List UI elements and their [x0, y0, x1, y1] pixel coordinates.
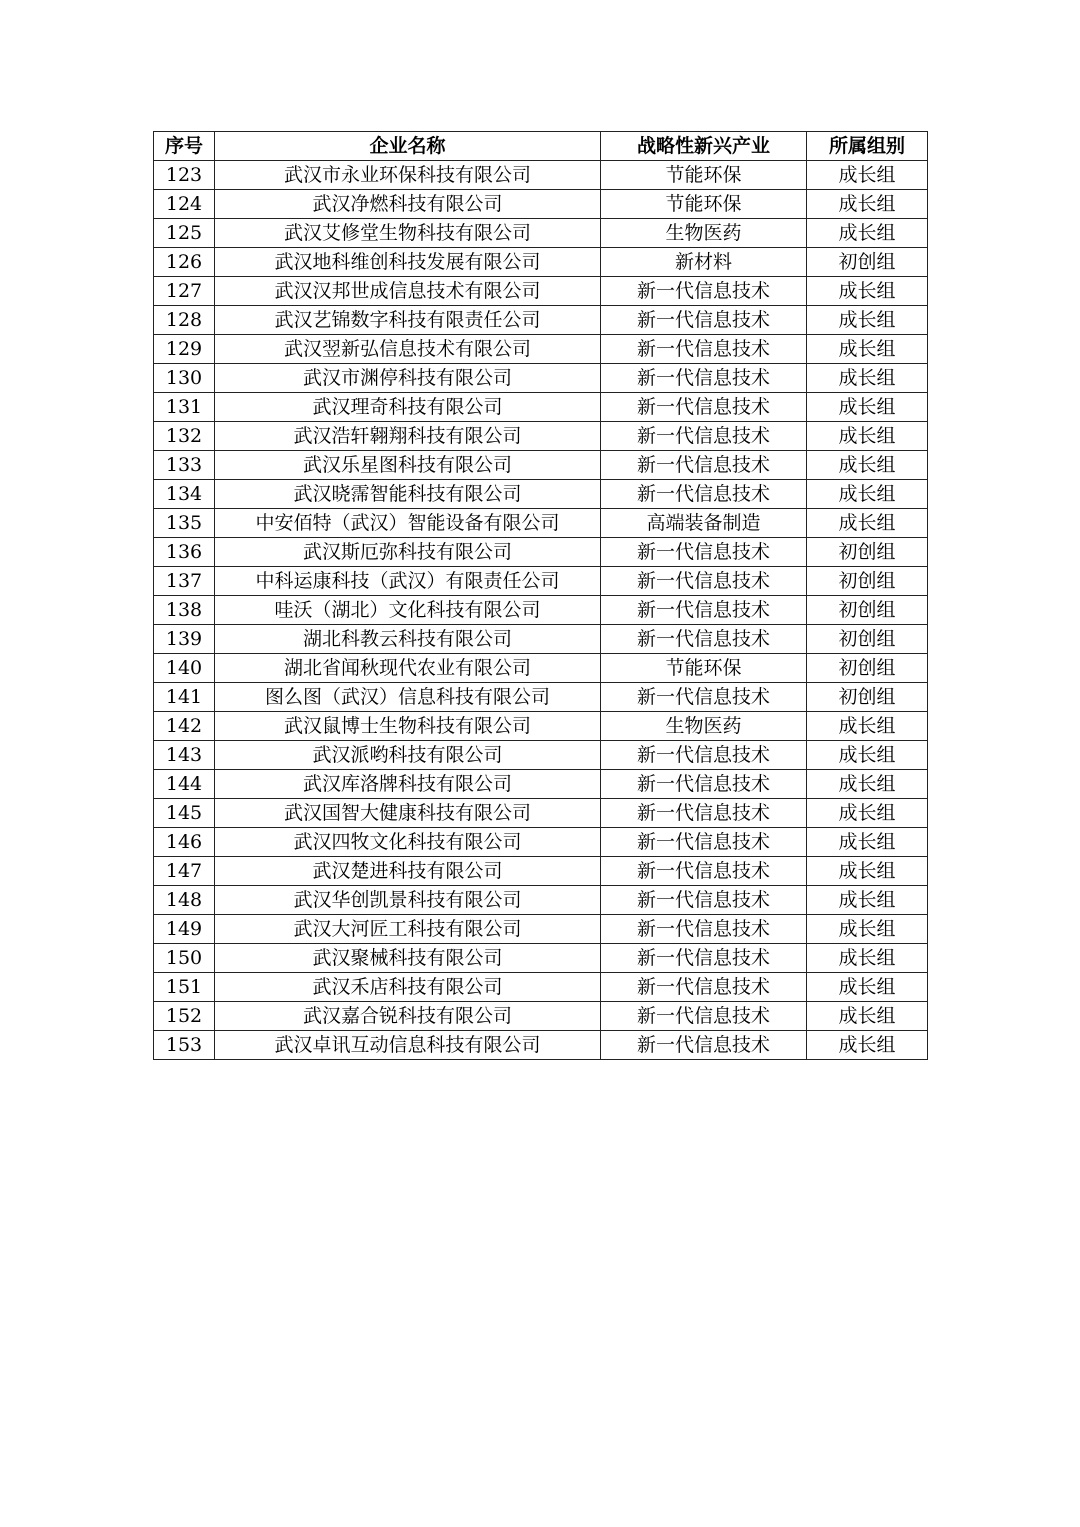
cell-strategic-industry: 新一代信息技术 [601, 799, 807, 828]
cell-strategic-industry: 新一代信息技术 [601, 567, 807, 596]
cell-serial-number: 137 [154, 567, 215, 596]
cell-group: 成长组 [807, 451, 928, 480]
cell-serial-number: 146 [154, 828, 215, 857]
cell-company-name: 武汉禾店科技有限公司 [215, 973, 601, 1002]
cell-strategic-industry: 新一代信息技术 [601, 886, 807, 915]
cell-group: 成长组 [807, 306, 928, 335]
cell-serial-number: 141 [154, 683, 215, 712]
table-body [154, 161, 928, 1060]
cell-strategic-industry: 新一代信息技术 [601, 828, 807, 857]
cell-group: 初创组 [807, 248, 928, 277]
table-row [154, 770, 928, 799]
cell-strategic-industry: 新一代信息技术 [601, 364, 807, 393]
cell-company-name: 武汉华创凯景科技有限公司 [215, 886, 601, 915]
cell-group: 成长组 [807, 364, 928, 393]
cell-company-name: 武汉艺锦数字科技有限责任公司 [215, 306, 601, 335]
cell-group: 成长组 [807, 886, 928, 915]
cell-company-name: 武汉卓讯互动信息科技有限公司 [215, 1031, 601, 1060]
cell-group: 成长组 [807, 335, 928, 364]
cell-serial-number: 152 [154, 1002, 215, 1031]
cell-strategic-industry: 新一代信息技术 [601, 306, 807, 335]
table-row [154, 915, 928, 944]
cell-group: 成长组 [807, 1031, 928, 1060]
cell-group: 成长组 [807, 770, 928, 799]
cell-group: 初创组 [807, 538, 928, 567]
header-serial-number: 序号 [154, 132, 215, 161]
table-row [154, 567, 928, 596]
cell-company-name: 哇沃（湖北）文化科技有限公司 [215, 596, 601, 625]
cell-strategic-industry: 新一代信息技术 [601, 1002, 807, 1031]
cell-serial-number: 151 [154, 973, 215, 1002]
cell-company-name: 武汉市永业环保科技有限公司 [215, 161, 601, 190]
cell-serial-number: 145 [154, 799, 215, 828]
cell-strategic-industry: 新一代信息技术 [601, 973, 807, 1002]
cell-company-name: 武汉浩轩翱翔科技有限公司 [215, 422, 601, 451]
cell-group: 成长组 [807, 944, 928, 973]
cell-strategic-industry: 新一代信息技术 [601, 538, 807, 567]
table-row [154, 973, 928, 1002]
cell-company-name: 武汉楚进科技有限公司 [215, 857, 601, 886]
table-row [154, 538, 928, 567]
table-row [154, 219, 928, 248]
cell-serial-number: 124 [154, 190, 215, 219]
cell-serial-number: 135 [154, 509, 215, 538]
cell-company-name: 武汉净燃科技有限公司 [215, 190, 601, 219]
cell-serial-number: 132 [154, 422, 215, 451]
cell-group: 成长组 [807, 857, 928, 886]
cell-company-name: 武汉聚械科技有限公司 [215, 944, 601, 973]
cell-strategic-industry: 新一代信息技术 [601, 625, 807, 654]
cell-group: 初创组 [807, 683, 928, 712]
table-row [154, 480, 928, 509]
cell-strategic-industry: 生物医药 [601, 712, 807, 741]
header-group: 所属组别 [807, 132, 928, 161]
cell-strategic-industry: 节能环保 [601, 190, 807, 219]
cell-company-name: 武汉翌新弘信息技术有限公司 [215, 335, 601, 364]
cell-company-name: 中科运康科技（武汉）有限责任公司 [215, 567, 601, 596]
cell-company-name: 武汉艾修堂生物科技有限公司 [215, 219, 601, 248]
cell-group: 成长组 [807, 393, 928, 422]
cell-company-name: 武汉鼠博士生物科技有限公司 [215, 712, 601, 741]
table-row [154, 886, 928, 915]
cell-serial-number: 130 [154, 364, 215, 393]
cell-strategic-industry: 新一代信息技术 [601, 480, 807, 509]
table-row [154, 451, 928, 480]
table-header-row [154, 132, 928, 161]
cell-strategic-industry: 新一代信息技术 [601, 422, 807, 451]
cell-group: 初创组 [807, 596, 928, 625]
cell-serial-number: 143 [154, 741, 215, 770]
cell-strategic-industry: 节能环保 [601, 161, 807, 190]
cell-group: 成长组 [807, 915, 928, 944]
header-strategic-industry: 战略性新兴产业 [601, 132, 807, 161]
cell-serial-number: 140 [154, 654, 215, 683]
cell-company-name: 武汉嘉合锐科技有限公司 [215, 1002, 601, 1031]
table-row [154, 422, 928, 451]
table-row [154, 712, 928, 741]
cell-serial-number: 153 [154, 1031, 215, 1060]
cell-group: 成长组 [807, 1002, 928, 1031]
cell-serial-number: 136 [154, 538, 215, 567]
cell-serial-number: 138 [154, 596, 215, 625]
cell-group: 成长组 [807, 741, 928, 770]
table-row [154, 683, 928, 712]
cell-serial-number: 126 [154, 248, 215, 277]
cell-strategic-industry: 新材料 [601, 248, 807, 277]
cell-company-name: 湖北科教云科技有限公司 [215, 625, 601, 654]
cell-group: 成长组 [807, 973, 928, 1002]
cell-strategic-industry: 新一代信息技术 [601, 915, 807, 944]
cell-company-name: 武汉四牧文化科技有限公司 [215, 828, 601, 857]
table-row [154, 596, 928, 625]
table-row [154, 161, 928, 190]
table-row [154, 944, 928, 973]
cell-company-name: 武汉斯厄弥科技有限公司 [215, 538, 601, 567]
cell-company-name: 武汉大河匠工科技有限公司 [215, 915, 601, 944]
table-row [154, 828, 928, 857]
cell-strategic-industry: 新一代信息技术 [601, 683, 807, 712]
cell-serial-number: 144 [154, 770, 215, 799]
cell-company-name: 图么图（武汉）信息科技有限公司 [215, 683, 601, 712]
cell-serial-number: 134 [154, 480, 215, 509]
cell-serial-number: 147 [154, 857, 215, 886]
cell-strategic-industry: 新一代信息技术 [601, 393, 807, 422]
cell-group: 成长组 [807, 712, 928, 741]
cell-company-name: 武汉乐星图科技有限公司 [215, 451, 601, 480]
table-row [154, 509, 928, 538]
table-row [154, 248, 928, 277]
cell-group: 成长组 [807, 422, 928, 451]
cell-company-name: 武汉理奇科技有限公司 [215, 393, 601, 422]
header-company-name: 企业名称 [215, 132, 601, 161]
cell-company-name: 武汉汉邦世成信息技术有限公司 [215, 277, 601, 306]
cell-strategic-industry: 新一代信息技术 [601, 857, 807, 886]
cell-strategic-industry: 新一代信息技术 [601, 335, 807, 364]
cell-strategic-industry: 高端装备制造 [601, 509, 807, 538]
cell-serial-number: 150 [154, 944, 215, 973]
cell-strategic-industry: 新一代信息技术 [601, 1031, 807, 1060]
cell-strategic-industry: 新一代信息技术 [601, 770, 807, 799]
cell-strategic-industry: 生物医药 [601, 219, 807, 248]
table-row [154, 625, 928, 654]
cell-serial-number: 148 [154, 886, 215, 915]
table-row [154, 277, 928, 306]
cell-serial-number: 127 [154, 277, 215, 306]
cell-serial-number: 129 [154, 335, 215, 364]
cell-company-name: 武汉派哟科技有限公司 [215, 741, 601, 770]
cell-company-name: 武汉国智大健康科技有限公司 [215, 799, 601, 828]
table-row [154, 1002, 928, 1031]
cell-strategic-industry: 新一代信息技术 [601, 277, 807, 306]
cell-group: 成长组 [807, 190, 928, 219]
cell-strategic-industry: 新一代信息技术 [601, 451, 807, 480]
company-roster-table [153, 131, 928, 1060]
table-row [154, 857, 928, 886]
table-row [154, 1031, 928, 1060]
table-row [154, 364, 928, 393]
table-row [154, 306, 928, 335]
table-row [154, 393, 928, 422]
table-row [154, 741, 928, 770]
table-row [154, 799, 928, 828]
cell-group: 成长组 [807, 161, 928, 190]
cell-serial-number: 139 [154, 625, 215, 654]
cell-group: 初创组 [807, 567, 928, 596]
cell-group: 成长组 [807, 480, 928, 509]
table-row [154, 654, 928, 683]
cell-serial-number: 149 [154, 915, 215, 944]
cell-serial-number: 142 [154, 712, 215, 741]
cell-strategic-industry: 新一代信息技术 [601, 596, 807, 625]
cell-group: 初创组 [807, 625, 928, 654]
cell-company-name: 武汉地科维创科技发展有限公司 [215, 248, 601, 277]
cell-company-name: 武汉市渊停科技有限公司 [215, 364, 601, 393]
cell-company-name: 武汉晓霈智能科技有限公司 [215, 480, 601, 509]
cell-serial-number: 125 [154, 219, 215, 248]
cell-strategic-industry: 新一代信息技术 [601, 944, 807, 973]
cell-company-name: 中安佰特（武汉）智能设备有限公司 [215, 509, 601, 538]
cell-group: 成长组 [807, 219, 928, 248]
cell-group: 初创组 [807, 654, 928, 683]
cell-serial-number: 133 [154, 451, 215, 480]
cell-group: 成长组 [807, 828, 928, 857]
cell-serial-number: 128 [154, 306, 215, 335]
cell-group: 成长组 [807, 799, 928, 828]
cell-serial-number: 131 [154, 393, 215, 422]
table-row [154, 335, 928, 364]
cell-company-name: 武汉库洛牌科技有限公司 [215, 770, 601, 799]
cell-company-name: 湖北省闻秋现代农业有限公司 [215, 654, 601, 683]
cell-serial-number: 123 [154, 161, 215, 190]
cell-group: 成长组 [807, 277, 928, 306]
cell-strategic-industry: 节能环保 [601, 654, 807, 683]
cell-group: 成长组 [807, 509, 928, 538]
cell-strategic-industry: 新一代信息技术 [601, 741, 807, 770]
table-row [154, 190, 928, 219]
